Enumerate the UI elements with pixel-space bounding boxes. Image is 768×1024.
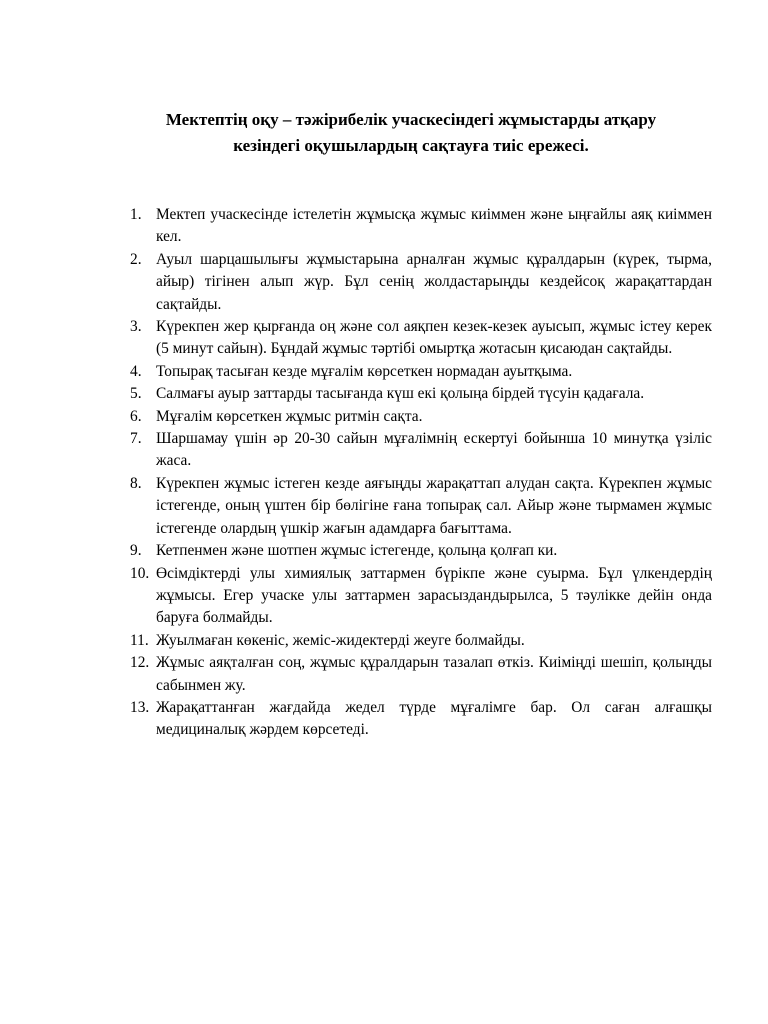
rule-item [130, 652, 712, 697]
rule-item [130, 540, 712, 562]
rule-number: 4. [130, 362, 142, 380]
rule-number: 5. [130, 385, 142, 403]
rule-text: Топырақ тасыған кезде мұғалім көрсеткен нормадан ауытқыма. [156, 362, 573, 380]
rule-number: 1. [130, 206, 142, 223]
rule-text: Ауыл шарцашылығы жұмыстарына арналған жұмыс құралдарын (күрек, тырма, айыр) тігінен алып жүр. Бұл сенің жолдастарыңды кездейсоқ жарақаттардан сақтайды. [156, 250, 712, 313]
rule-text: Күрекпен жұмыс істеген кезде аяғыңды жарақаттап алудан сақта. Күрекпен жұмыс істегенде, оның үштен бір бөлігіне ғана топырақ сал. Айыр және тырмамен жұмыс істегенде олардың үшкір жағын адамдарға бағыттама. [156, 474, 712, 537]
document-title [96, 107, 726, 159]
rules-list [130, 204, 712, 742]
rule-number: 10. [130, 564, 150, 582]
rule-item [130, 473, 712, 540]
rule-text: Жарақаттанған жағдайда жедел түрде мұғалімге бар. Ол саған алғашқы медициналық жәрдем көрсетеді. [156, 698, 712, 739]
title-line-1: Мектептің оқу – тәжірибелік учаскесіндегі жұмыстарды атқару [165, 110, 657, 129]
rule-item [130, 204, 712, 249]
rule-item [130, 383, 712, 405]
rule-number: 9. [130, 542, 142, 560]
rule-number: 11. [130, 631, 149, 649]
rule-text: Өсімдіктерді улы химиялық заттармен бүрікпе және суырма. Бұл үлкендердің жұмысы. Егер учаске улы заттармен зарасыздандырылса, 5 тәулікке дейін онда баруға болмайды. [156, 564, 712, 627]
rule-item [130, 630, 712, 652]
rule-item [130, 697, 712, 742]
rule-text: Кетпенмен және шотпен жұмыс істегенде, қолыңа қолғап ки. [156, 542, 558, 560]
rule-number: 12. [130, 654, 150, 672]
rule-number: 13. [130, 698, 150, 716]
rule-item [130, 428, 712, 473]
rule-item [130, 406, 712, 428]
rule-number: 7. [130, 430, 142, 448]
rule-number: 2. [130, 250, 142, 268]
rule-text: Салмағы ауыр заттарды тасығанда күш екі қолыңа бірдей түсуін қадағала. [156, 385, 645, 403]
rule-text: Жұмыс аяқталған соң, жұмыс құралдарын тазалап өткіз. Киіміңді шешіп, қолыңды сабынмен жу. [156, 654, 712, 694]
rule-text: Мектеп учаскесінде істелетін жұмысқа жұмыс киіммен және ыңғайлы аяқ киіммен кел. [156, 206, 712, 246]
rule-text: Мұғалім көрсеткен жұмыс ритмін сақта. [156, 407, 423, 425]
rule-number: 3. [130, 318, 142, 336]
rule-item [130, 361, 712, 383]
rule-item [130, 249, 712, 316]
rule-number: 8. [130, 474, 142, 492]
rule-text: Жуылмаған көкеніс, жеміс-жидектерді жеуге болмайды. [156, 631, 525, 649]
rule-item [130, 316, 712, 361]
rule-number: 6. [130, 407, 142, 425]
rule-text: Шаршамау үшін әр 20-30 сайын мұғалімнің ескертуі бойынша 10 минутқа үзіліс жаса. [156, 430, 712, 470]
rule-text: Күрекпен жер қырғанда оң және сол аяқпен кезек-кезек ауысып, жұмыс істеу керек (5 минут сайын). Бұндай жұмыс тәртібі омыртқа жотасын қисаюдан сақтайды. [156, 318, 712, 358]
rule-item [130, 563, 712, 630]
title-line-2: кезіндегі оқушылардың сақтауға тиіс ережесі. [233, 136, 589, 155]
